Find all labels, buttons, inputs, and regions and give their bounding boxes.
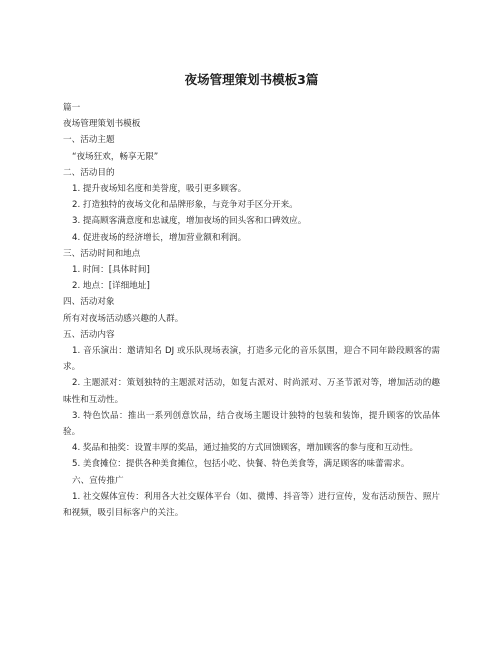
body-paragraph: 5. 美食摊位：提供各种美食摊位，包括小吃、快餐、特色美食等，满足顾客的味蕾需求。 (72, 459, 410, 470)
body-paragraph: 1. 社交媒体宣传：利用各大社交媒体平台（如、微博、抖音等）进行宣传，发布活动预告、照片和视频，吸引目标客户的关注。 (63, 491, 440, 519)
body-line: 所有对夜场活动感兴趣的人群。 (63, 313, 184, 324)
body-line: 2. 地点：[详细地址] (72, 281, 150, 292)
body-line: 夜场管理策划书模板 (63, 119, 141, 130)
body-line: 一、活动主题 (63, 135, 115, 146)
body-line: 4. 促进夜场的经济增长，增加营业额和利润。 (72, 232, 247, 243)
body-line: 2. 打造独特的夜场文化和品牌形象，与竞争对手区分开来。 (72, 200, 298, 211)
body-paragraph: 3. 特色饮品：推出一系列创意饮品，结合夜场主题设计独特的包装和装饰，提升顾客的饮品体验。 (63, 410, 440, 438)
body-line: “夜场狂欢，畅享无限” (72, 151, 159, 162)
body-line: 六、宣传推广 (72, 475, 124, 486)
body-line: 1. 提升夜场知名度和美誉度，吸引更多顾客。 (72, 184, 247, 195)
body-line: 五、活动内容 (63, 329, 115, 340)
body-line: 篇一 (63, 103, 81, 113)
document-body (63, 100, 440, 521)
document-title: 夜场管理策划书模板3篇 (184, 72, 319, 87)
body-paragraph: 2. 主题派对：策划独特的主题派对活动，如复古派对、时尚派对、万圣节派对等，增加活动的趣味性和互动性。 (63, 378, 440, 405)
body-line: 三、活动时间和地点 (63, 248, 141, 259)
body-paragraph: 1. 音乐演出：邀请知名 DJ 或乐队现场表演，打造多元化的音乐氛围，迎合不同年龄段顾客的需求。 (63, 346, 440, 373)
body-paragraph: 4. 奖品和抽奖：设置丰厚的奖品，通过抽奖的方式回馈顾客，增加顾客的参与度和互动性。 (72, 443, 419, 454)
body-line: 3. 提高顾客满意度和忠诚度，增加夜场的回头客和口碑效应。 (72, 216, 307, 227)
body-line: 四、活动对象 (63, 297, 115, 308)
body-line: 二、活动目的 (63, 167, 115, 178)
body-line: 1. 时间：[具体时间] (72, 265, 150, 276)
